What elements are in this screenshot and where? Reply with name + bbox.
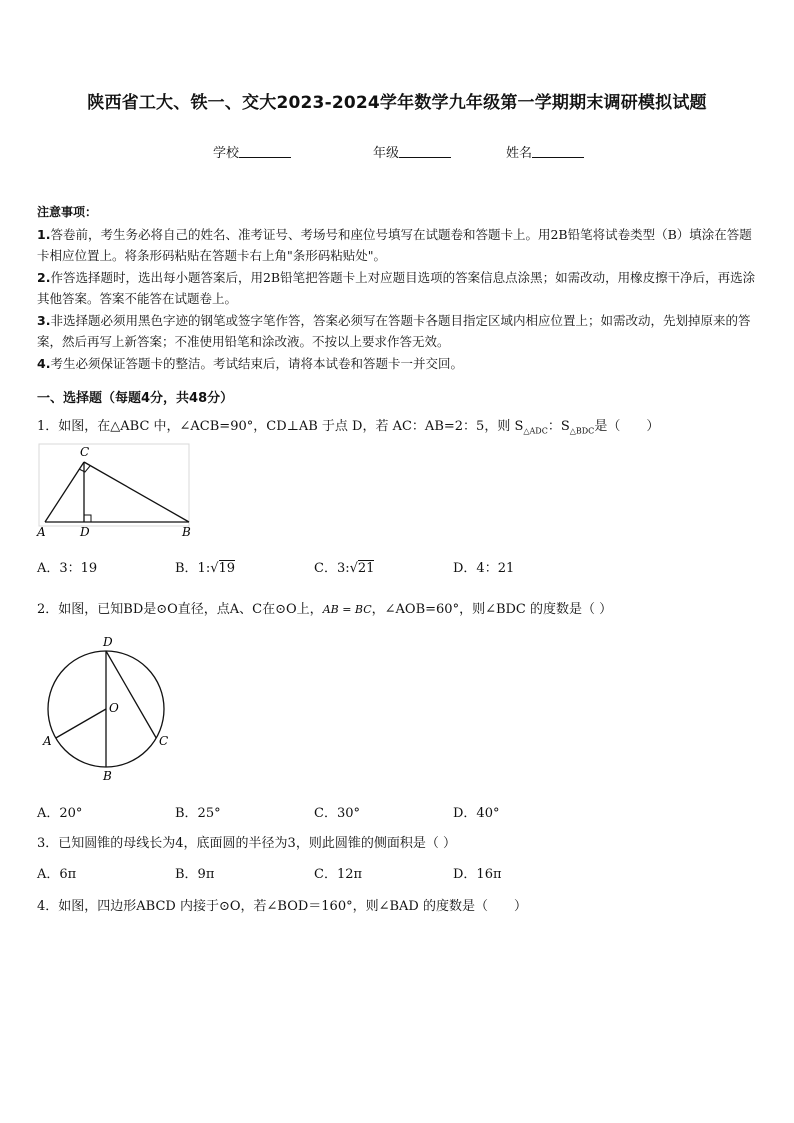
q2-option-b: B．25° [175, 806, 221, 821]
notes-heading: 注意事项： [37, 205, 98, 219]
note-item: 2.作答选择题时，选出每小题答案后，用2B铅笔把答题卡上对应题目选项的答案信息点涂黑；如需改动，用橡皮擦干净后，再选涂其他答案。答案不能答在试题卷上。 [37, 269, 756, 306]
section-title: 一、选择题（每题4分，共48分） [37, 391, 234, 406]
label-d: D [80, 525, 90, 539]
q2-option-c: C．30° [314, 806, 360, 821]
q2-option-d: D．40° [453, 806, 500, 821]
q3-option-a: A．6π [37, 867, 77, 882]
question-3-stem: 3．已知圆锥的母线长为4，底面圆的半径为3，则此圆锥的侧面积是（ ） [37, 836, 456, 851]
name-field [506, 142, 584, 161]
q3-option-b: B．9π [175, 867, 215, 882]
q1-option-d: D．4：21 [453, 561, 515, 576]
question-1-stem: 1．如图，在△ABC 中，∠ACB=90°，CD⊥AB 于点 D，若 AC：AB=2：5，则 $S_{\triangle ADC}$：$S_{\triangle BDC}$是（ ） [37, 419, 660, 436]
label-c: C [80, 445, 90, 459]
school-blank [239, 145, 291, 158]
figure-frame [39, 444, 189, 526]
q1-option-c: C．3:√21 [314, 561, 375, 576]
name-blank [532, 145, 584, 158]
school-field [213, 142, 291, 161]
label-a: A [37, 525, 46, 539]
label-d: D [103, 635, 113, 649]
grade-field [373, 142, 451, 161]
name-label: 姓名 [506, 146, 533, 161]
q1-option-a: A．3：19 [37, 561, 98, 576]
note-item: 1.答卷前，考生务必将自己的姓名、准考证号、考场号和座位号填写在试题卷和答题卡上。用2B铅笔将试卷类型（B）填涂在答题卡相应位置上。将条形码粘贴在答题卡右上角"条形码粘贴处"。 [37, 226, 752, 263]
label-o: O [109, 701, 119, 715]
page-title: 陕西省工大、铁一、交大2023-2024学年数学九年级第一学期期末调研模拟试题 [87, 93, 707, 113]
grade-label: 年级 [373, 146, 400, 161]
grade-blank [399, 145, 451, 158]
question-2-stem: 2．如图，已知BD是⊙O直径，点A、C在⊙O上，AB = BC，∠AOB=60°，则∠BDC 的度数是（ ） [37, 602, 613, 617]
sqrt-sign: √ [349, 561, 358, 576]
note-item: 3.非选择题必须用黑色字迹的钢笔或签字笔作答，答案必须写在答题卡各题目指定区域内相应位置上；如需改动，先划掉原来的答案，然后再写上新答案；不准使用铅笔和涂改液。不按以上要求作答无效。 [37, 312, 751, 349]
q3-option-c: C．12π [314, 867, 363, 882]
q3-option-d: D．16π [453, 867, 502, 882]
question-4-stem: 4．如图，四边形ABCD 内接于⊙O，若∠BOD＝160°，则∠BAD 的度数是（ ） [37, 899, 527, 914]
notes-block [37, 202, 762, 374]
segment-dc [106, 651, 156, 738]
q2-option-a: A．20° [37, 806, 83, 821]
label-c: C [159, 734, 169, 748]
label-b: B [182, 525, 191, 539]
label-a: A [43, 734, 52, 748]
segment-ac [45, 462, 84, 522]
right-angle-mark-d [84, 515, 91, 522]
label-b: B [103, 769, 112, 783]
segment-cb [84, 462, 189, 522]
q1-option-b: B．1:√19 [175, 561, 236, 576]
triangle-figure [34, 440, 199, 542]
segment-oa [56, 709, 106, 738]
circle-figure [36, 632, 176, 784]
sqrt-sign: √ [210, 561, 219, 576]
arc-expression: AB = BC [322, 603, 372, 616]
school-label: 学校 [213, 146, 240, 161]
note-item: 4.考生必须保证答题卡的整洁。考试结束后，请将本试卷和答题卡一并交回。 [37, 355, 463, 371]
